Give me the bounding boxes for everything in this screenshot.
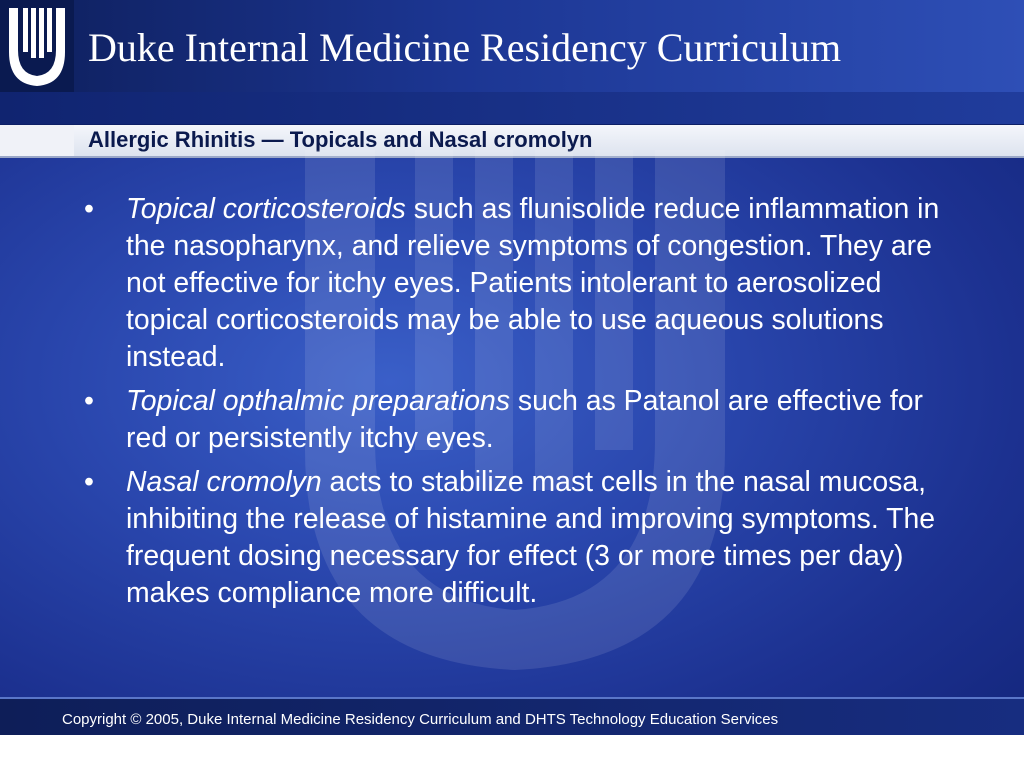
bullet-text: acts to stabilize mast cells in the nasal mucosa, inhibiting the release of histamine and improving symptoms. The frequent dosing necessary for effect (3 or more times per day) makes compliance more difficult.	[126, 466, 936, 609]
bullet-text: such as Patanol are effective for red or persistently itchy eyes.	[126, 385, 923, 454]
bullet-term: Topical opthalmic preparations	[126, 385, 511, 417]
bullet-item	[84, 383, 964, 457]
logo-container	[0, 0, 74, 92]
bullet-item	[84, 191, 964, 376]
bullet-list	[84, 191, 964, 619]
footer-bar	[0, 697, 1024, 735]
bullet-marker: •	[84, 385, 94, 417]
copyright-text: Copyright © 2005, Duke Internal Medicine Residency Curriculum and DHTS Technology Education Services	[62, 711, 779, 728]
bullet-item	[84, 464, 964, 612]
bullet-text: such as flunisolide reduce inflammation in the nasopharynx, and relieve symptoms of congestion. They are not effective for itchy eyes. Patients intolerant to aerosolized topical corticosteroids may be able to use aqueous solutions instead.	[126, 193, 940, 373]
header-band	[0, 92, 1024, 124]
header-bar	[0, 0, 1024, 92]
subtitle-bar-accent	[0, 125, 74, 156]
bullet-marker: •	[84, 193, 94, 225]
duke-shield-logo-icon	[0, 0, 74, 92]
slide-subtitle: Allergic Rhinitis — Topicals and Nasal cromolyn	[88, 127, 593, 152]
header-title: Duke Internal Medicine Residency Curriculum	[88, 25, 842, 70]
bullet-marker: •	[84, 466, 94, 498]
bullet-term: Topical corticosteroids	[126, 193, 406, 225]
bullet-term: Nasal cromolyn	[126, 466, 322, 498]
